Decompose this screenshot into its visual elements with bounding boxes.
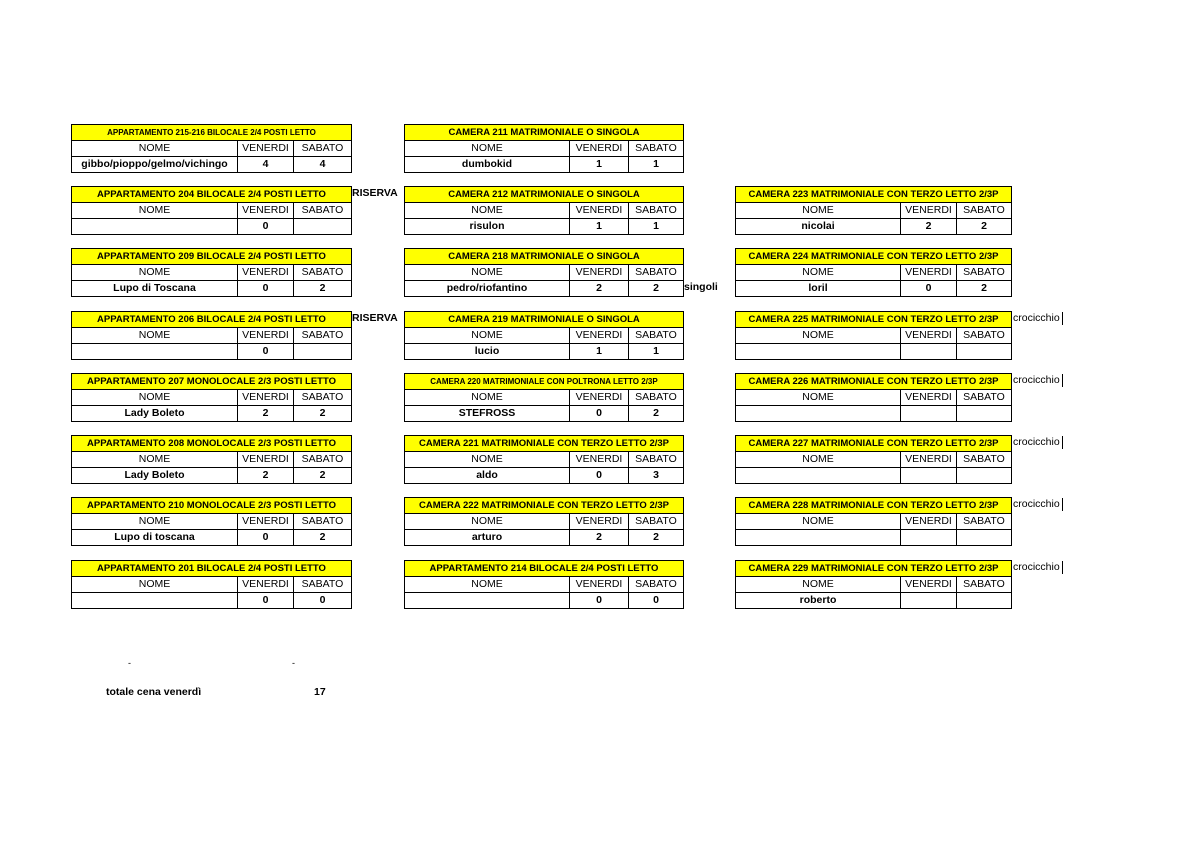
guest-name-cell	[405, 593, 570, 608]
sabato-count-cell	[957, 406, 1011, 421]
venerdi-header: VENERDI	[570, 452, 629, 467]
guest-row	[72, 157, 351, 172]
sabato-header: SABATO	[635, 515, 677, 527]
venerdi-header: VENERDI	[238, 390, 294, 405]
guest-row	[72, 219, 351, 234]
sabato-count-cell	[294, 344, 351, 359]
room-table	[71, 311, 352, 360]
guest-name-cell: Lady Boleto	[72, 406, 238, 421]
column-header-row	[72, 514, 351, 530]
column-header-row	[72, 452, 351, 468]
nome-header: NOME	[72, 514, 238, 529]
sabato-header: SABATO	[635, 204, 677, 216]
room-title: CAMERA 229 MATRIMONIALE CON TERZO LETTO 2/3P	[736, 561, 1011, 577]
singoli-note: singoli	[684, 281, 718, 293]
guest-row	[72, 406, 351, 421]
column-header-row	[736, 265, 1011, 281]
venerdi-header: VENERDI	[238, 328, 294, 343]
venerdi-header: VENERDI	[238, 452, 294, 467]
sabato-count-cell: 2	[319, 407, 326, 419]
room-title: CAMERA 227 MATRIMONIALE CON TERZO LETTO 2/3P	[736, 436, 1011, 452]
room-table	[71, 497, 352, 546]
guest-name-cell	[72, 593, 238, 608]
room-table	[404, 560, 684, 609]
room-table	[71, 435, 352, 484]
room-title: CAMERA 221 MATRIMONIALE CON TERZO LETTO 2/3P	[405, 436, 683, 452]
nome-header: NOME	[405, 514, 570, 529]
venerdi-count-cell: 0	[901, 281, 957, 296]
room-table	[71, 124, 352, 173]
guest-row	[405, 530, 683, 545]
column-header-row	[405, 577, 683, 593]
room-table	[735, 248, 1012, 297]
guest-row	[736, 593, 1011, 608]
nome-header: NOME	[72, 203, 238, 218]
venerdi-count-cell: 2	[238, 468, 294, 483]
nome-header: NOME	[72, 265, 238, 280]
guest-row	[72, 344, 351, 359]
venerdi-header: VENERDI	[570, 577, 629, 592]
venerdi-count-cell: 0	[570, 468, 629, 483]
sabato-count-cell: 2	[981, 220, 987, 232]
room-table	[735, 435, 1012, 484]
room-title: APPARTAMENTO 204 BILOCALE 2/4 POSTI LETTO	[72, 187, 351, 203]
room-table	[404, 497, 684, 546]
sabato-count-cell: 2	[981, 282, 987, 294]
venerdi-header: VENERDI	[570, 141, 629, 156]
venerdi-header: VENERDI	[901, 390, 957, 405]
sabato-header: SABATO	[301, 329, 344, 341]
sabato-header: SABATO	[635, 391, 677, 403]
room-title: APPARTAMENTO 210 MONOLOCALE 2/3 POSTI LETTO	[72, 498, 351, 514]
nome-header: NOME	[736, 452, 901, 467]
guest-name-cell: pedro/riofantino	[405, 281, 570, 296]
venerdi-count-cell	[901, 530, 957, 545]
sabato-count-cell	[294, 219, 351, 234]
guest-row	[72, 530, 351, 545]
guest-row	[736, 344, 1011, 359]
venerdi-header: VENERDI	[901, 577, 957, 592]
nome-header: NOME	[72, 577, 238, 592]
venerdi-count-cell: 0	[238, 593, 294, 608]
guest-row	[736, 468, 1011, 483]
venerdi-count-cell: 0	[238, 344, 294, 359]
venerdi-count-cell: 0	[570, 593, 629, 608]
sabato-header: SABATO	[635, 578, 677, 590]
column-header-row	[405, 203, 683, 219]
nome-header: NOME	[405, 577, 570, 592]
venerdi-header: VENERDI	[238, 577, 294, 592]
riserva-note: RISERVA	[352, 312, 398, 324]
nome-header: NOME	[405, 265, 570, 280]
room-table	[71, 373, 352, 422]
room-table	[404, 124, 684, 173]
venerdi-count-cell: 2	[238, 406, 294, 421]
room-title: APPARTAMENTO 208 MONOLOCALE 2/3 POSTI LETTO	[72, 436, 351, 452]
nome-header: NOME	[72, 141, 238, 156]
venerdi-count-cell: 1	[570, 219, 629, 234]
venerdi-count-cell: 0	[238, 530, 294, 545]
guest-row	[405, 468, 683, 483]
guest-row	[405, 157, 683, 172]
venerdi-header: VENERDI	[570, 390, 629, 405]
column-header-row	[736, 452, 1011, 468]
sabato-header: SABATO	[635, 329, 677, 341]
sabato-count-cell	[957, 468, 1011, 483]
venerdi-header: VENERDI	[238, 265, 294, 280]
total-dinner-label: totale cena venerdì	[106, 686, 202, 698]
room-title: APPARTAMENTO 215-216 BILOCALE 2/4 POSTI LETTO	[72, 125, 351, 141]
room-title: CAMERA 226 MATRIMONIALE CON TERZO LETTO 2/3P	[736, 374, 1011, 390]
room-table	[404, 248, 684, 297]
room-table	[71, 248, 352, 297]
venerdi-header: VENERDI	[901, 328, 957, 343]
sabato-header: SABATO	[301, 515, 344, 527]
room-title: CAMERA 211 MATRIMONIALE O SINGOLA	[405, 125, 683, 141]
sabato-count-cell: 1	[653, 158, 659, 170]
guest-name-cell	[72, 219, 238, 234]
column-header-row	[405, 141, 683, 157]
guest-name-cell: risulon	[405, 219, 570, 234]
room-table	[71, 560, 352, 609]
venerdi-header: VENERDI	[570, 328, 629, 343]
room-title: APPARTAMENTO 209 BILOCALE 2/4 POSTI LETTO	[72, 249, 351, 265]
room-title: APPARTAMENTO 201 BILOCALE 2/4 POSTI LETTO	[72, 561, 351, 577]
room-table	[735, 311, 1012, 360]
guest-row	[405, 219, 683, 234]
guest-name-cell	[736, 468, 901, 483]
column-header-row	[405, 514, 683, 530]
room-title: CAMERA 219 MATRIMONIALE O SINGOLA	[405, 312, 683, 328]
guest-name-cell: roberto	[736, 593, 901, 608]
sabato-count-cell: 2	[319, 282, 326, 294]
sabato-header: SABATO	[635, 142, 677, 154]
guest-name-cell: gibbo/pioppo/gelmo/vichingo	[72, 157, 238, 172]
crocicchio-note: crocicchio	[1013, 436, 1063, 449]
venerdi-count-cell	[901, 406, 957, 421]
nome-header: NOME	[405, 328, 570, 343]
column-header-row	[72, 203, 351, 219]
sabato-header: SABATO	[963, 515, 1005, 527]
room-title: CAMERA 220 MATRIMONIALE CON POLTRONA LETTO 2/3P	[405, 374, 683, 390]
crocicchio-note: crocicchio	[1013, 312, 1063, 325]
sabato-count-cell: 0	[653, 594, 659, 606]
sabato-count-cell: 2	[653, 531, 659, 543]
sabato-header: SABATO	[635, 453, 677, 465]
sabato-header: SABATO	[301, 391, 344, 403]
venerdi-header: VENERDI	[901, 452, 957, 467]
venerdi-count-cell: 2	[570, 281, 629, 296]
venerdi-count-cell	[901, 593, 957, 608]
guest-row	[405, 281, 683, 296]
venerdi-count-cell: 2	[570, 530, 629, 545]
sabato-header: SABATO	[963, 453, 1005, 465]
venerdi-header: VENERDI	[901, 203, 957, 218]
room-table	[404, 373, 684, 422]
sabato-header: SABATO	[301, 453, 344, 465]
column-header-row	[736, 514, 1011, 530]
room-table	[404, 311, 684, 360]
column-header-row	[72, 141, 351, 157]
venerdi-header: VENERDI	[238, 141, 294, 156]
guest-name-cell	[736, 530, 901, 545]
riserva-note: RISERVA	[352, 187, 398, 199]
nome-header: NOME	[405, 203, 570, 218]
sabato-count-cell: 2	[319, 531, 326, 543]
nome-header: NOME	[72, 452, 238, 467]
dash-mark: -	[128, 658, 131, 668]
sabato-header: SABATO	[963, 266, 1005, 278]
venerdi-count-cell: 4	[238, 157, 294, 172]
guest-name-cell	[72, 344, 238, 359]
nome-header: NOME	[736, 328, 901, 343]
column-header-row	[736, 328, 1011, 344]
sabato-count-cell: 0	[319, 594, 326, 606]
column-header-row	[72, 265, 351, 281]
column-header-row	[736, 390, 1011, 406]
nome-header: NOME	[736, 265, 901, 280]
guest-row	[72, 281, 351, 296]
column-header-row	[405, 328, 683, 344]
sabato-header: SABATO	[963, 204, 1005, 216]
sabato-header: SABATO	[301, 578, 344, 590]
venerdi-header: VENERDI	[570, 514, 629, 529]
venerdi-count-cell: 0	[238, 219, 294, 234]
sabato-count-cell: 2	[319, 469, 326, 481]
room-table	[404, 186, 684, 235]
room-title: CAMERA 223 MATRIMONIALE CON TERZO LETTO 2/3P	[736, 187, 1011, 203]
column-header-row	[72, 328, 351, 344]
room-title: CAMERA 222 MATRIMONIALE CON TERZO LETTO 2/3P	[405, 498, 683, 514]
guest-name-cell: lucio	[405, 344, 570, 359]
room-title: CAMERA 218 MATRIMONIALE O SINGOLA	[405, 249, 683, 265]
guest-row	[405, 593, 683, 608]
sabato-header: SABATO	[963, 391, 1005, 403]
venerdi-header: VENERDI	[570, 203, 629, 218]
guest-row	[405, 406, 683, 421]
column-header-row	[736, 577, 1011, 593]
venerdi-count-cell: 2	[901, 219, 957, 234]
sabato-header: SABATO	[301, 204, 344, 216]
room-title: APPARTAMENTO 206 BILOCALE 2/4 POSTI LETTO	[72, 312, 351, 328]
venerdi-header: VENERDI	[901, 265, 957, 280]
venerdi-count-cell: 1	[570, 157, 629, 172]
guest-row	[736, 281, 1011, 296]
room-table	[404, 435, 684, 484]
sabato-count-cell: 4	[319, 158, 326, 170]
column-header-row	[72, 390, 351, 406]
venerdi-count-cell	[901, 344, 957, 359]
sabato-header: SABATO	[635, 266, 677, 278]
guest-name-cell: arturo	[405, 530, 570, 545]
venerdi-header: VENERDI	[238, 514, 294, 529]
column-header-row	[736, 203, 1011, 219]
guest-name-cell: dumbokid	[405, 157, 570, 172]
sabato-count-cell: 3	[653, 469, 659, 481]
dash-mark: -	[292, 658, 295, 668]
sabato-count-cell	[957, 530, 1011, 545]
guest-row	[405, 344, 683, 359]
room-title: APPARTAMENTO 214 BILOCALE 2/4 POSTI LETTO	[405, 561, 683, 577]
room-table	[735, 186, 1012, 235]
sabato-count-cell	[957, 593, 1011, 608]
nome-header: NOME	[72, 390, 238, 405]
sabato-header: SABATO	[301, 266, 344, 278]
guest-name-cell: Lady Boleto	[72, 468, 238, 483]
crocicchio-note: crocicchio	[1013, 561, 1063, 574]
room-table	[735, 373, 1012, 422]
guest-name-cell	[736, 344, 901, 359]
sabato-count-cell: 1	[653, 345, 659, 357]
guest-row	[736, 530, 1011, 545]
nome-header: NOME	[736, 514, 901, 529]
column-header-row	[72, 577, 351, 593]
column-header-row	[405, 265, 683, 281]
venerdi-header: VENERDI	[570, 265, 629, 280]
sabato-count-cell	[957, 344, 1011, 359]
nome-header: NOME	[405, 141, 570, 156]
sabato-header: SABATO	[963, 578, 1005, 590]
nome-header: NOME	[405, 390, 570, 405]
guest-name-cell: STEFROSS	[405, 406, 570, 421]
column-header-row	[405, 452, 683, 468]
venerdi-count-cell: 1	[570, 344, 629, 359]
guest-row	[736, 219, 1011, 234]
guest-name-cell: loril	[736, 281, 901, 296]
crocicchio-note: crocicchio	[1013, 374, 1063, 387]
venerdi-header: VENERDI	[238, 203, 294, 218]
venerdi-count-cell: 0	[238, 281, 294, 296]
guest-row	[72, 593, 351, 608]
nome-header: NOME	[736, 577, 901, 592]
room-title: CAMERA 224 MATRIMONIALE CON TERZO LETTO 2/3P	[736, 249, 1011, 265]
total-dinner-value: 17	[314, 686, 326, 698]
room-title: CAMERA 228 MATRIMONIALE CON TERZO LETTO 2/3P	[736, 498, 1011, 514]
venerdi-header: VENERDI	[901, 514, 957, 529]
guest-name-cell	[736, 406, 901, 421]
sabato-header: SABATO	[963, 329, 1005, 341]
guest-row	[72, 468, 351, 483]
nome-header: NOME	[736, 390, 901, 405]
guest-name-cell: Lupo di Toscana	[72, 281, 238, 296]
room-table	[735, 497, 1012, 546]
room-table	[735, 560, 1012, 609]
sabato-count-cell: 2	[653, 282, 659, 294]
guest-name-cell: nicolai	[736, 219, 901, 234]
sabato-count-cell: 1	[653, 220, 659, 232]
nome-header: NOME	[405, 452, 570, 467]
guest-name-cell: Lupo di toscana	[72, 530, 238, 545]
sabato-header: SABATO	[301, 142, 344, 154]
guest-row	[736, 406, 1011, 421]
venerdi-count-cell: 0	[570, 406, 629, 421]
guest-name-cell: aldo	[405, 468, 570, 483]
sabato-count-cell: 2	[653, 407, 659, 419]
room-title: APPARTAMENTO 207 MONOLOCALE 2/3 POSTI LETTO	[72, 374, 351, 390]
room-title: CAMERA 225 MATRIMONIALE CON TERZO LETTO 2/3P	[736, 312, 1011, 328]
venerdi-count-cell	[901, 468, 957, 483]
room-title: CAMERA 212 MATRIMONIALE O SINGOLA	[405, 187, 683, 203]
nome-header: NOME	[72, 328, 238, 343]
nome-header: NOME	[736, 203, 901, 218]
room-table	[71, 186, 352, 235]
crocicchio-note: crocicchio	[1013, 498, 1063, 511]
column-header-row	[405, 390, 683, 406]
